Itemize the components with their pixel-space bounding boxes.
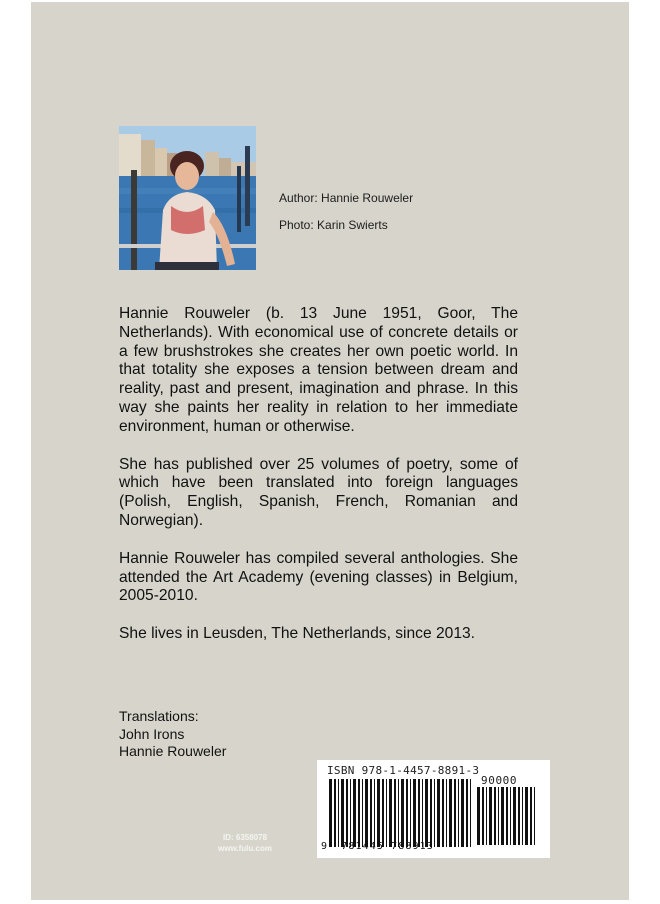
bio-paragraph: She lives in Leusden, The Netherlands, since 2013.	[119, 625, 475, 643]
publisher-id	[205, 832, 285, 854]
isbn-number: ISBN 978-1-4457-8891-3	[327, 764, 480, 777]
fulu-id: ID: 6358078	[222, 833, 268, 842]
ean-digits	[321, 841, 434, 852]
author-caption: Author: Hannie Rouweler	[279, 191, 414, 205]
price-code: 90000	[481, 774, 518, 787]
fulu-site: www.fulu.com	[218, 844, 272, 853]
translator-name: Hannie Rouweler	[119, 743, 227, 759]
bio-paragraph: Hannie Rouweler has compiled several anthologies. She attended the Art Academy (evening classes) in Belgium, 2005-2010.	[119, 549, 518, 605]
ean-remaining-digits: 781445 788913	[341, 841, 434, 852]
bio-paragraph: She has published over 25 volumes of poetry, some of which have been translated into foreign languages (Polish, English, Spanish, French, Romanian and Norwegian).	[119, 455, 518, 529]
translator-name: John Irons	[119, 725, 185, 742]
bio-paragraph: Hannie Rouweler (b. 13 June 1951, Goor, The Netherlands). With economical use of concrete details or a few brushstrokes she creates her own poetic world. In that totality she exposes a tension between dream and reality, past and present, imagination and phrase. In this way she paints her reality in relation to her immediate environment, human or otherwise.	[119, 305, 518, 435]
ean-first-digit: 9	[321, 841, 329, 852]
translations-heading: Translations:	[119, 708, 199, 724]
isbn-barcode	[317, 760, 550, 858]
author-biography	[119, 305, 518, 663]
translations-credit	[119, 708, 226, 761]
ean-bars	[329, 779, 471, 847]
photo-caption: Photo: Karin Swierts	[279, 218, 388, 232]
author-photo	[119, 126, 256, 270]
addon-bars	[477, 787, 537, 845]
